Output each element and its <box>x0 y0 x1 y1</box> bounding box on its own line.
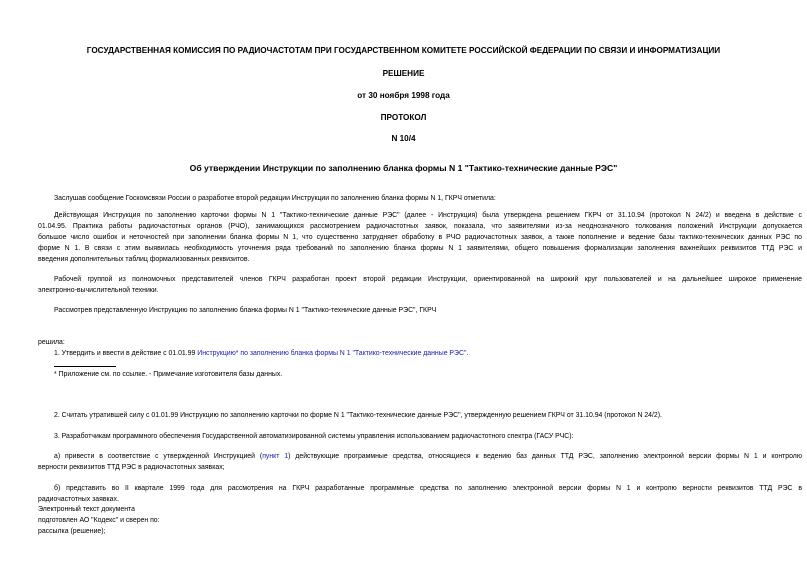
item-1: 1. Утвердить и ввести в действие с 01.01.99 Инструкцию* по заполнению бланка формы N 1 "Тактико-технические данные РЭС". <box>54 350 469 357</box>
protocol-heading: ПРОТОКОЛ <box>380 113 427 122</box>
paragraph-considered: Рассмотрев представленную Инструкцию по заполнению бланка формы N 1 "Тактико-технические данные РЭС", ГКРЧ <box>54 307 437 314</box>
decision-heading: РЕШЕНИЕ <box>382 69 425 78</box>
resolved-label: решила: <box>38 339 65 346</box>
footnote: * Приложение см. по ссылке. - Примечание изготовителя базы данных. <box>54 371 283 378</box>
footnote-divider <box>54 366 116 367</box>
instruction-link[interactable]: Инструкцию* по заполнению бланка формы N 1 "Тактико-технические данные РЭС" <box>197 350 467 357</box>
document-page: ГОСУДАРСТВЕННАЯ КОМИССИЯ ПО РАДИОЧАСТОТАМ ПРИ ГОСУДАРСТВЕННОМ КОМИТЕТЕ РОССИЙСКОЙ ФЕДЕРАЦИИ ПО СВЯЗИ И ИНФОРМАТИЗАЦИИ РЕШЕНИЕ от 30 ноября 1998 года ПРОТОКОЛ N 10/4 Об утверждении Инструкции по заполнению бланка формы N 1 "Тактико-технические данные РЭС" Заслушав сообщение Госкомсвязи России о разработке второй редакции Инструкции по заполнению бланка формы N 1, ГКРЧ отметила: Действующая Инструкция по заполнению карточки формы N 1 "Тактико-технические данные РЭС" (далее - Инструкция) была утверждена решением ГКРЧ от 31.10.94 (протокол N 24/2) и введена в действие с 01.04.95. Практика работы радиочастотных органов (РЧО), занимающихся рассмотрением радиочастотных заявок, показала, что заявителями из-за неоднозначного толкования положений Инструкции допускается большое число ошибок и неточностей при заполнении бланка формы N 1, что существенно затрудняет обработку в РЧО радиочастотных заявок, а также пополнение и ведение базы тактико-технических данных РЭС по форме N 1. В связи с этим выявилась необходимость уточнения ряда требований по заполнению бланка формы N 1 заявителями, общего повышения формализации заполнения важнейших реквизитов ТТД РЭС и введения дополнительных таблиц формализованных реквизитов. Рабочей группой из полномочных представителей членов ГКРЧ разработан проект второй редакции Инструкции, ориентированной на широкий круг пользователей и на дальнейшее широкое применение электронно-вычислительной техники. Рассмотрев представленную Инструкцию по заполнению бланка формы N 1 "Тактико-технические данные РЭС", ГКРЧ решила: 1. Утвердить и ввести в действие с 01.01.99 Инструкцию* по заполнению бланка формы N 1 "Тактико-технические данные РЭС". * Приложение см. по ссылке. - Примечание изготовителя базы данных. 2. Считать утратившей силу с 01.01.99 Инструкцию по заполнению карточки по форме N 1 "Тактико-технические данные РЭС", утвержденную решением ГКРЧ от 31.10.94 (протокол N 24/2). 3. Разработчикам программного обеспечения Государственной автоматизированной системы управления использованием радиочастотного спектра (ГАСУ РЧС): а) привести в соответствие с утвержденной Инструкцией (пункт 1) действующие программные средства, относящиеся к ведению баз данных ТТД РЭС, заполнению электронной версии формы N 1 и контролю верности реквизитов ТТД РЭС в радиочастотных заявках; б) представить во II квартале 1999 года для рассмотрения на ГКРЧ разработанные программные средства по заполнению электронной версии формы N 1 и контролю верности реквизитов ТТД РЭС в радиочастотных заявках. Электронный текст документа подготовлен АО "Кодекс" и сверен по: рассылка (решение); <box>0 0 807 571</box>
item-2: 2. Считать утратившей силу с 01.01.99 Инструкцию по заполнению карточки по форме N 1 "Тактико-технические данные РЭС", утвержденную решением ГКРЧ от 31.10.94 (протокол N 24/2). <box>54 412 662 419</box>
point-1-link[interactable]: пункт 1 <box>262 453 289 460</box>
commission-name: ГОСУДАРСТВЕННАЯ КОМИССИЯ ПО РАДИОЧАСТОТАМ ПРИ ГОСУДАРСТВЕННОМ КОМИТЕТЕ РОССИЙСКОЙ ФЕДЕРАЦИИ ПО СВЯЗИ И ИНФОРМАТИЗАЦИИ <box>86 46 721 55</box>
protocol-number: N 10/4 <box>391 134 416 143</box>
intro-paragraph: Заслушав сообщение Госкомсвязи России о разработке второй редакции Инструкции по заполнению бланка формы N 1, ГКРЧ отметила: <box>54 195 496 202</box>
item-3: 3. Разработчикам программного обеспечения Государственной автоматизированной системы управления использованием радиочастотного спектра (ГАСУ РЧС): <box>54 433 574 440</box>
decision-date: от 30 ноября 1998 года <box>357 91 450 100</box>
document-title: Об утверждении Инструкции по заполнению бланка формы N 1 "Тактико-технические данные РЭС" <box>189 163 618 173</box>
